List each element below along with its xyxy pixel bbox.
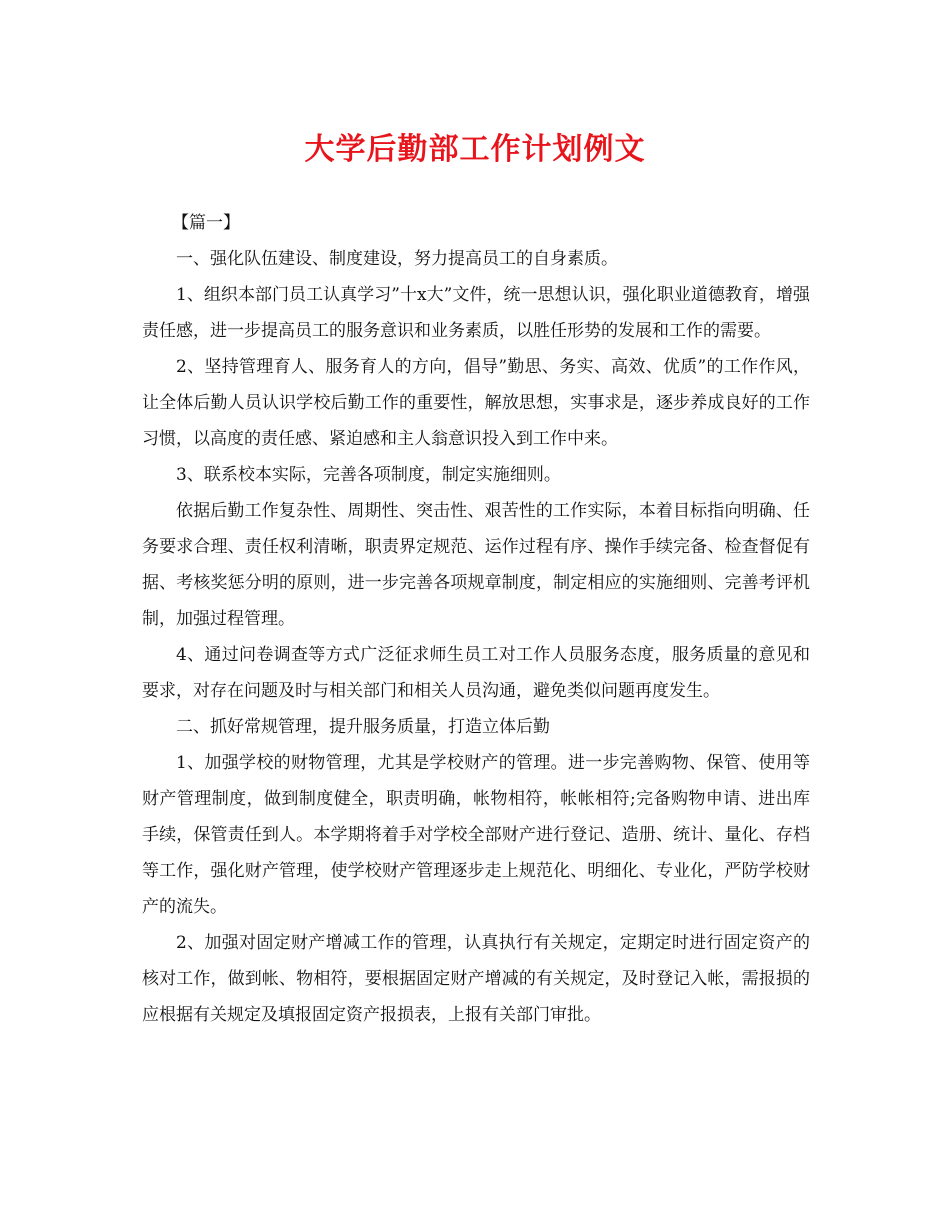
document-body (142, 205, 810, 1033)
paragraph: 2、加强对固定财产增减工作的管理，认真执行有关规定，定期定时进行固定资产的核对工作，做到帐、物相符，要根据固定财产增减的有关规定，及时登记入帐，需报损的应根据有关规定及填报固定资产报损表，上报有关部门审批。 (142, 933, 810, 1025)
document-title: 大学后勤部工作计划例文 (304, 132, 646, 167)
paragraph: 4、通过问卷调查等方式广泛征求师生员工对工作人员服务态度，服务质量的意见和要求，对存在问题及时与相关部门和相关人员沟通，避免类似问题再度发生。 (142, 645, 810, 701)
heading-part-one: 一、强化队伍建设、制度建设，努力提高员工的自身素质。 (176, 249, 618, 269)
section-label: 【篇一】 (172, 213, 240, 233)
paragraph: 3、联系校本实际，完善各项制度，制定实施细则。 (176, 465, 561, 485)
paragraph: 2、坚持管理育人、服务育人的方向，倡导”勤思、务实、高效、优质”的工作作风，让全体后勤人员认识学校后勤工作的重要性，解放思想，实事求是，逐步养成良好的工作习惯，以高度的责任感、紧迫感和主人翁意识投入到工作中来。 (142, 357, 810, 449)
paragraph: 依据后勤工作复杂性、周期性、突击性、艰苦性的工作实际，本着目标指向明确、任务要求合理、责任权利清晰，职责界定规范、运作过程有序、操作手续完备、检查督促有据、考核奖惩分明的原则，进一步完善各项规章制度，制定相应的实施细则、完善考评机制，加强过程管理。 (142, 501, 810, 629)
paragraph: 1、组织本部门员工认真学习”十x大”文件，统一思想认识，强化职业道德教育，增强责任感，进一步提高员工的服务意识和业务素质，以胜任形势的发展和工作的需要。 (142, 285, 810, 341)
heading-part-two: 二、抓好常规管理，提升服务质量，打造立体后勤 (176, 717, 550, 737)
paragraph: 1、加强学校的财物管理，尤其是学校财产的管理。进一步完善购物、保管、使用等财产管理制度，做到制度健全，职责明确，帐物相符，帐帐相符;完备购物申请、进出库手续，保管责任到人。本学期将着手对学校全部财产进行登记、造册、统计、量化、存档等工作，强化财产管理，使学校财产管理逐步走上规范化、明细化、专业化，严防学校财产的流失。 (142, 753, 810, 917)
